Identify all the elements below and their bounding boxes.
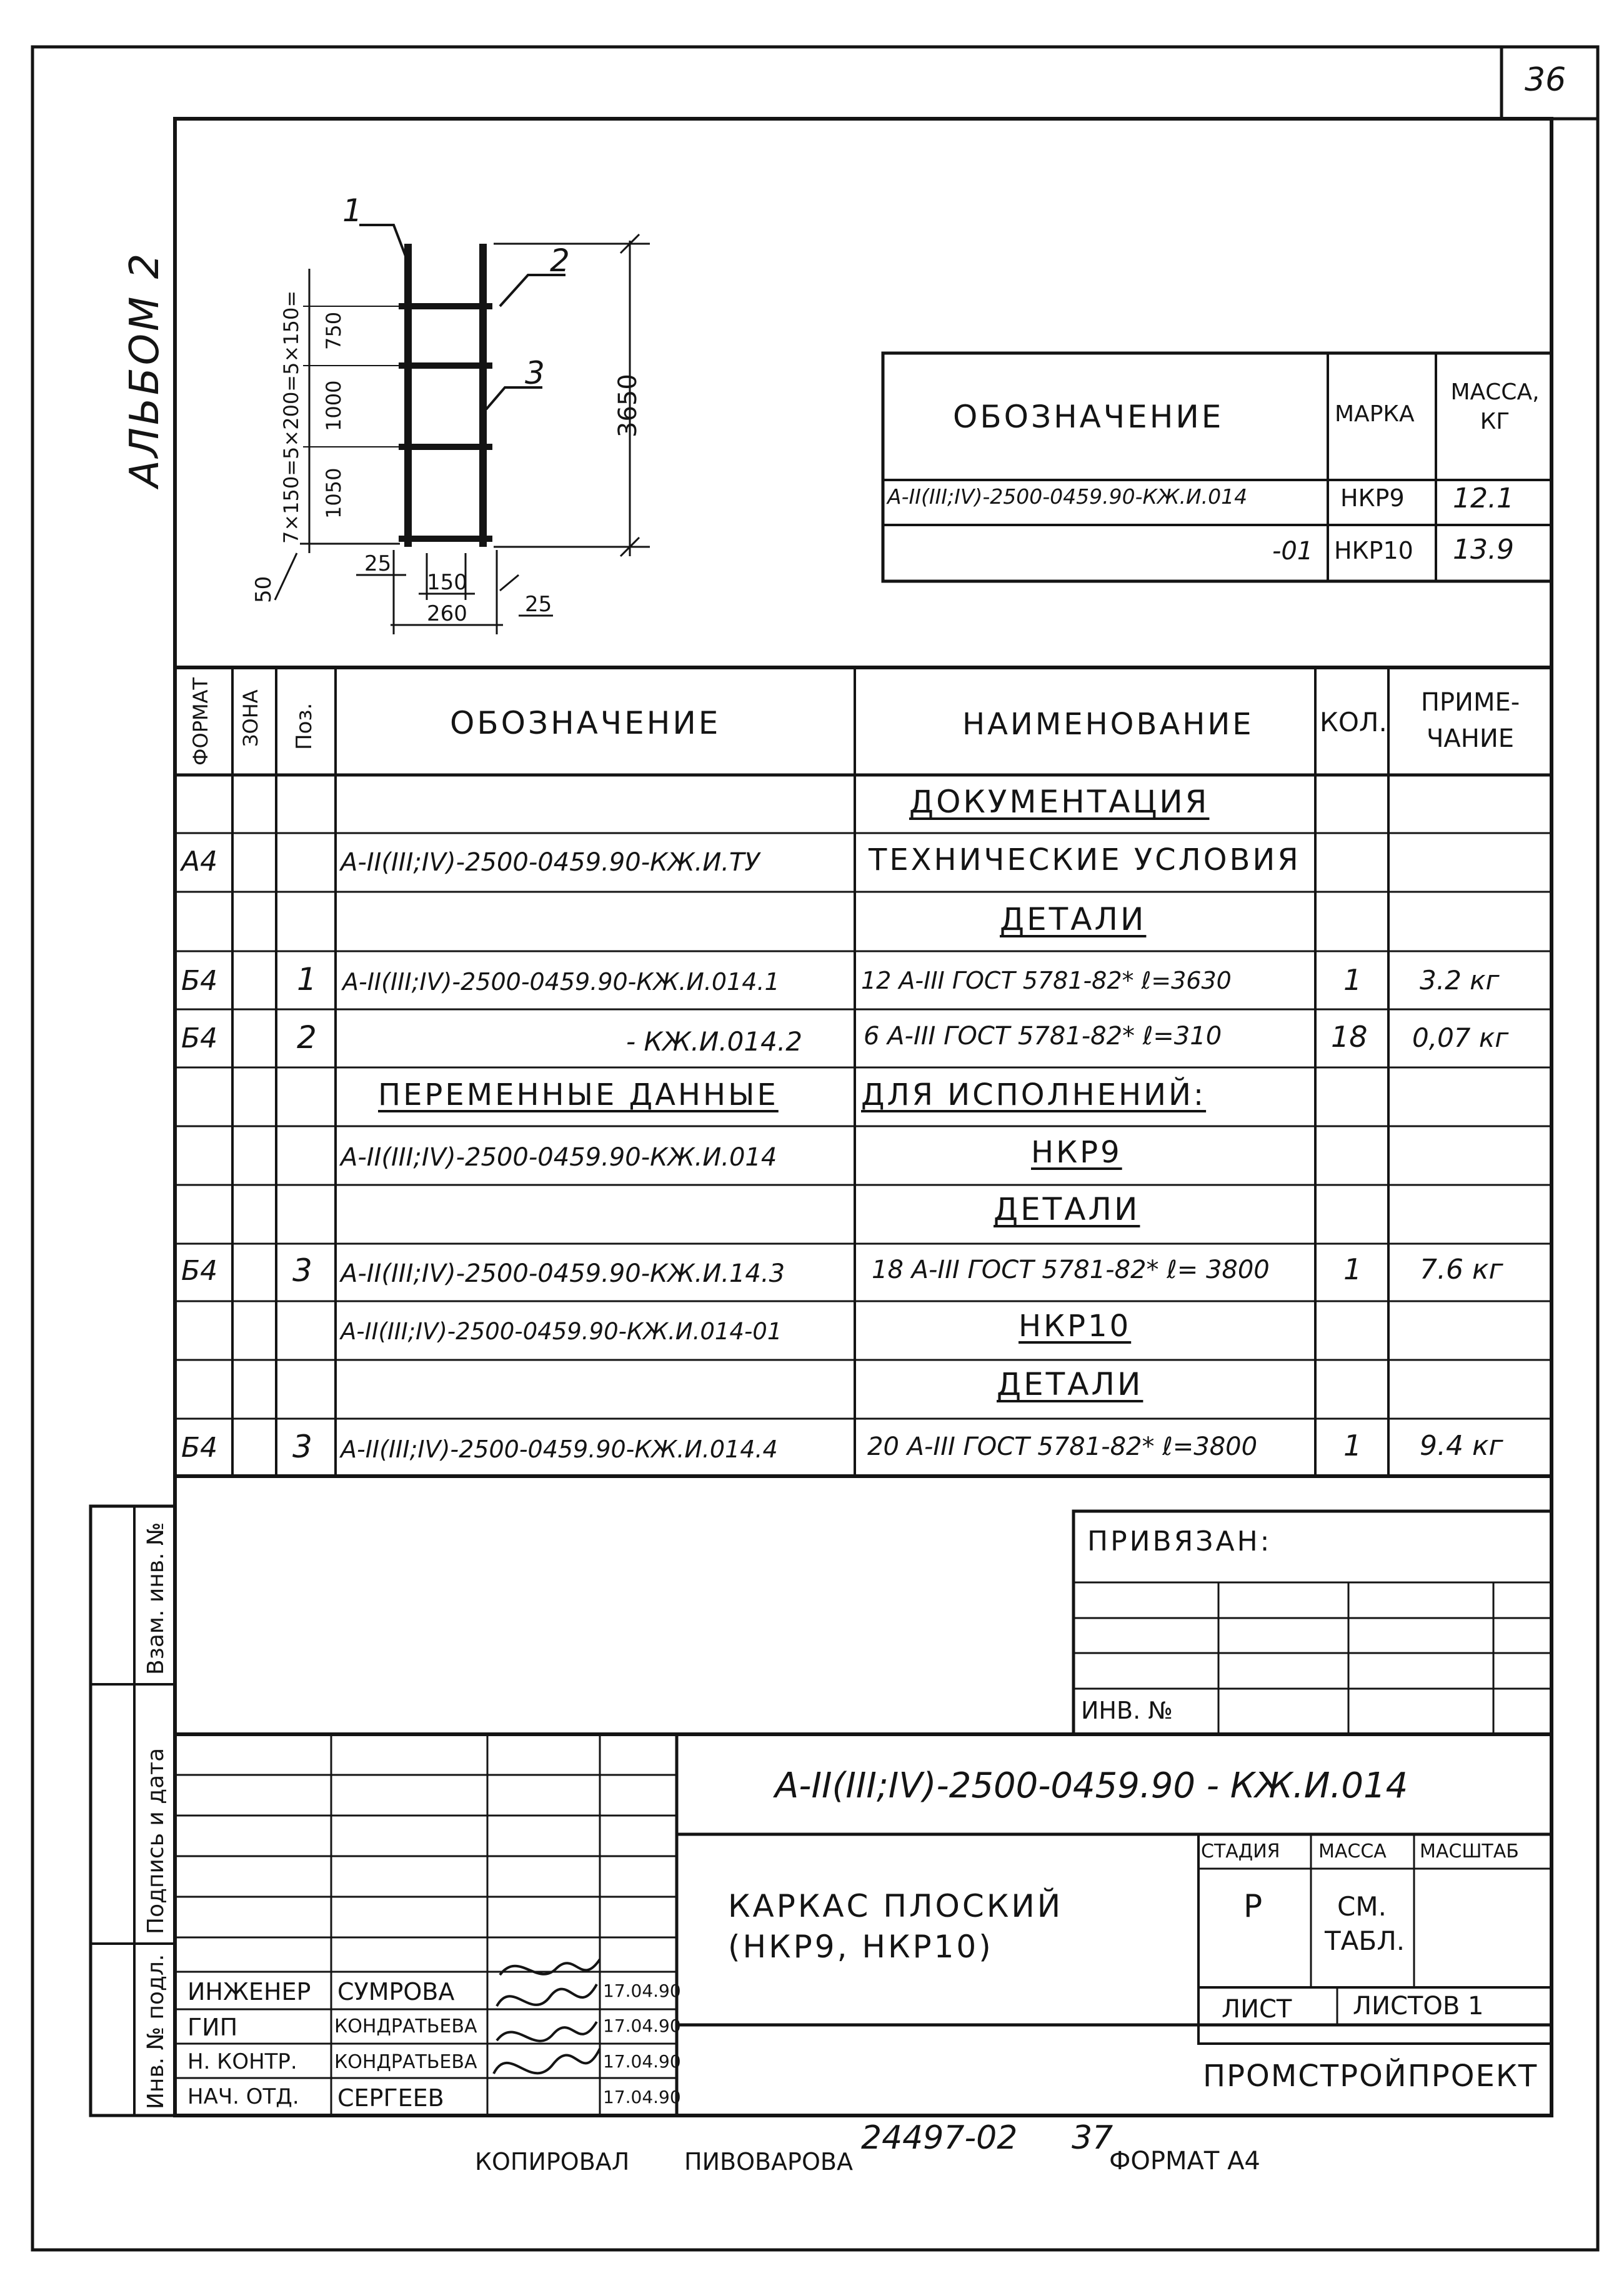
mass-table-mass-header: МАССА, КГ <box>1450 379 1540 434</box>
spec-cell-designation: А-II(III;IV)-2500-0459.90-КЖ.И.014 <box>341 1143 777 1172</box>
pos-label-1: 1 <box>342 192 362 229</box>
side-stamp-sign-date: Подпись и дата <box>143 1747 169 1934</box>
spec-header-name: НАИМЕНОВАНИЕ <box>962 707 1254 742</box>
spec-cell-name: 20 А-III ГОСТ 5781-82* ℓ=3800 <box>867 1432 1258 1461</box>
signature-date: 17.04.90 <box>603 2087 681 2107</box>
title-sheets: ЛИСТОВ 1 <box>1353 1992 1484 2021</box>
dim-25-left: 25 <box>364 551 392 576</box>
signature-person: КОНДРАТЬЕВА <box>334 2051 477 2073</box>
spec-cell-format: Б4 <box>181 965 218 997</box>
title-stage: Р <box>1243 1888 1263 1924</box>
spec-cell-name: ДЛЯ ИСПОЛНЕНИЙ: <box>861 1077 1207 1112</box>
pos-label-2: 2 <box>550 242 570 279</box>
mass-table-designation-header: ОБОЗНАЧЕНИЕ <box>953 399 1224 435</box>
dim-chain: 7×150=5×200=5×150= <box>279 290 303 544</box>
spec-cell-pos: 2 <box>297 1019 317 1056</box>
title-mass-line1: СМ. <box>1337 1891 1387 1922</box>
dim-150: 150 <box>427 570 467 595</box>
spec-cell-qty: 1 <box>1343 1252 1362 1286</box>
dim-1000: 1000 <box>322 380 346 431</box>
spec-cell-name: ДЕТАЛИ <box>997 1366 1143 1402</box>
signature-role: НАЧ. ОТД. <box>187 2084 299 2109</box>
signature-date: 17.04.90 <box>603 2051 681 2072</box>
title-mass-line2: ТАБЛ. <box>1325 1926 1405 1956</box>
title-stage-header: СТАДИЯ <box>1201 1841 1280 1862</box>
spec-header-zone: ЗОНА <box>239 689 262 747</box>
spec-cell-format: А4 <box>181 846 218 877</box>
dim-1050: 1050 <box>322 467 346 519</box>
signature-date: 17.04.90 <box>603 2016 681 2036</box>
signature-role: ИНЖЕНЕР <box>187 1978 311 2006</box>
mass-table-mark-header: МАРКА <box>1335 401 1415 427</box>
spec-cell-note: 9.4 кг <box>1420 1430 1503 1462</box>
signature-person: СУМРОВА <box>337 1978 455 2006</box>
spec-cell-name: НКР9 <box>1031 1135 1122 1170</box>
footer-copied-label: КОПИРОВАЛ <box>475 2148 630 2176</box>
spec-cell-pos: 3 <box>292 1429 312 1465</box>
dim-50: 50 <box>251 576 276 603</box>
signature-scribbles <box>494 1959 600 2074</box>
footer-number: 24497-02 <box>861 2119 1018 2157</box>
spec-header-note: ПРИМЕ- ЧАНИЕ <box>1420 688 1520 753</box>
footer-format: ФОРМАТ А4 <box>1109 2147 1260 2176</box>
spec-cell-name: ДОКУМЕНТАЦИЯ <box>909 784 1210 820</box>
title-sheet: ЛИСТ <box>1222 1995 1292 2024</box>
album-label: АЛЬБОМ 2 <box>122 251 168 487</box>
mass-table-row2-mark: НКР10 <box>1334 537 1413 564</box>
dim-3650: 3650 <box>614 374 642 437</box>
mass-table-row1-mass: 12.1 <box>1453 482 1514 514</box>
spec-cell-designation: - КЖ.И.014.2 <box>626 1026 802 1057</box>
spec-cell-name: ТЕХНИЧЕСКИЕ УСЛОВИЯ <box>869 842 1301 877</box>
spec-cell-name: 6 А-III ГОСТ 5781-82* ℓ=310 <box>864 1022 1222 1051</box>
side-stamp-replace-inv: Взам. инв. № <box>143 1522 169 1675</box>
spec-cell-format: Б4 <box>181 1432 218 1464</box>
signature-person: СЕРГЕЕВ <box>337 2084 444 2112</box>
spec-cell-name: 18 А-III ГОСТ 5781-82* ℓ= 3800 <box>872 1256 1270 1284</box>
spec-cell-format: Б4 <box>181 1022 218 1054</box>
spec-cell-designation: А-II(III;IV)-2500-0459.90-КЖ.И.ТУ <box>341 848 760 877</box>
spec-cell-note: 0,07 кг <box>1412 1022 1509 1053</box>
spec-cell-note: 7.6 кг <box>1420 1254 1503 1286</box>
dim-750: 750 <box>322 311 346 350</box>
title-name-line1: КАРКАС ПЛОСКИЙ <box>728 1888 1064 1924</box>
footer-copied-name: ПИВОВАРОВА <box>684 2148 853 2176</box>
spec-cell-pos: 3 <box>292 1252 312 1289</box>
spec-cell-designation: ПЕРЕМЕННЫЕ ДАННЫЕ <box>378 1077 779 1112</box>
dim-260: 260 <box>427 601 467 626</box>
spec-cell-designation: А-II(III;IV)-2500-0459.90-КЖ.И.14.3 <box>341 1259 785 1288</box>
mass-table-row1-mark: НКР9 <box>1340 484 1405 512</box>
spec-cell-designation: А-II(III;IV)-2500-0459.90-КЖ.И.014.4 <box>341 1436 778 1463</box>
spec-cell-format: Б4 <box>181 1255 218 1287</box>
spec-header-format: ФОРМАТ <box>189 677 212 766</box>
spec-cell-name: НКР10 <box>1019 1309 1132 1344</box>
spec-cell-qty: 1 <box>1343 963 1362 997</box>
mass-table-row2-designation: -01 <box>1272 537 1313 566</box>
spec-cell-designation: А-II(III;IV)-2500-0459.90-КЖ.И.014-01 <box>341 1318 782 1345</box>
spec-cell-name: 12 А-III ГОСТ 5781-82* ℓ=3630 <box>861 967 1232 994</box>
spec-cell-name: ДЕТАЛИ <box>994 1191 1140 1227</box>
dim-25-right: 25 <box>525 592 552 617</box>
spec-header-designation: ОБОЗНАЧЕНИЕ <box>450 705 721 741</box>
spec-cell-name: ДЕТАЛИ <box>1000 901 1147 937</box>
spec-cell-designation: А-II(III;IV)-2500-0459.90-КЖ.И.014.1 <box>342 968 780 996</box>
title-mass-header: МАССА <box>1318 1841 1387 1862</box>
spec-cell-qty: 18 <box>1331 1020 1368 1054</box>
signature-person: КОНДРАТЬЕВА <box>334 2016 477 2037</box>
title-scale-header: МАСШТАБ <box>1420 1841 1519 1862</box>
footer-sheet-no: 37 <box>1072 2119 1113 2157</box>
pos-label-3: 3 <box>525 355 545 391</box>
page-number: 36 <box>1525 61 1567 99</box>
title-name-line2: (НКР9, НКР10) <box>728 1929 994 1965</box>
spec-header-pos: Поз. <box>292 702 317 750</box>
binding-inv: ИНВ. № <box>1081 1697 1173 1724</box>
signature-date: 17.04.90 <box>603 1981 681 2001</box>
spec-cell-note: 3.2 кг <box>1420 965 1500 996</box>
title-org: ПРОМСТРОЙПРОЕКТ <box>1203 2059 1538 2094</box>
binding-title: ПРИВЯЗАН: <box>1087 1526 1272 1557</box>
spec-cell-pos: 1 <box>297 961 317 997</box>
side-stamp-inv-orig: Инв. № подл. <box>143 1954 169 2109</box>
signature-role: ГИП <box>187 2014 238 2041</box>
spec-cell-qty: 1 <box>1343 1429 1362 1462</box>
signature-role: Н. КОНТР. <box>187 2049 297 2074</box>
mass-table-row2-mass: 13.9 <box>1453 534 1514 566</box>
spec-header-qty: КОЛ. <box>1320 707 1387 737</box>
mass-table-row1-designation: А-II(III;IV)-2500-0459.90-КЖ.И.014 <box>887 484 1248 509</box>
title-code: А-II(III;IV)-2500-0459.90 - КЖ.И.014 <box>775 1766 1408 1806</box>
